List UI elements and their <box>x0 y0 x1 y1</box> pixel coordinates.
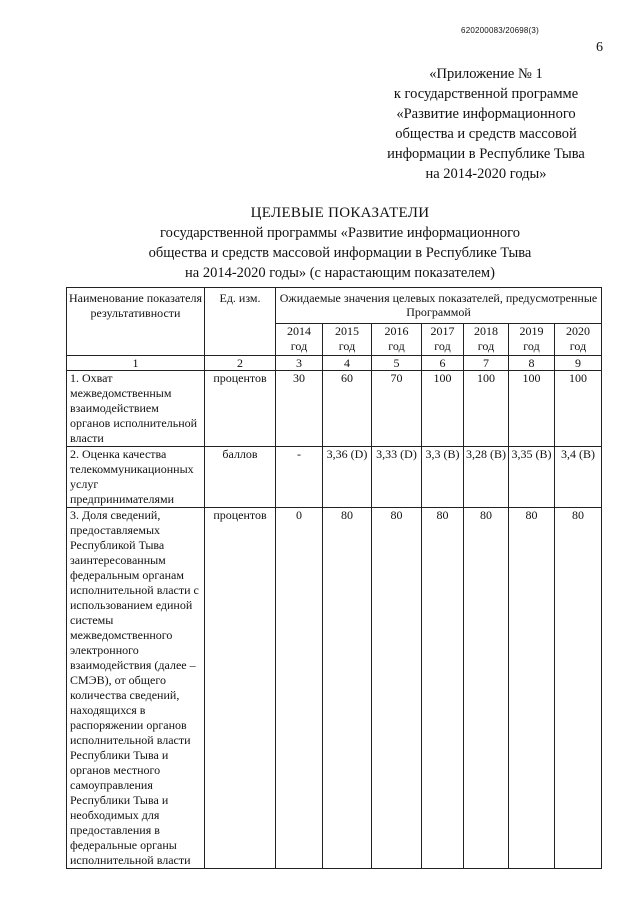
page-number: 6 <box>596 40 603 55</box>
indicator-value: 80 <box>509 508 555 869</box>
appendix-line: к государственной программе <box>393 86 579 102</box>
column-number-row <box>67 356 602 371</box>
header-year-2018: 2018 год <box>464 324 509 356</box>
table-row <box>67 447 602 508</box>
header-year-2014: 2014 год <box>276 324 323 356</box>
appendix-line: «Развитие информационного <box>396 106 576 122</box>
column-number: 1 <box>67 356 205 371</box>
indicator-value: 80 <box>464 508 509 869</box>
indicator-value: 80 <box>422 508 464 869</box>
indicator-unit: процентов <box>205 371 276 447</box>
indicator-value: 3,3 (B) <box>422 447 464 508</box>
appendix-line: «Приложение № 1 <box>429 66 543 82</box>
indicator-value: 70 <box>372 371 422 447</box>
appendix-block <box>360 64 612 184</box>
header-expected-values: Ожидаемые значения целевых показателей, предусмотренные Программой <box>276 288 602 324</box>
indicator-value: - <box>276 447 323 508</box>
column-number: 6 <box>422 356 464 371</box>
indicator-name: 1. Охват межведомственным взаимодействием органов исполнительной власти <box>67 371 205 447</box>
header-indicator-name: Наименование показателя результативности <box>67 288 205 356</box>
document-code: 620200083/20698(3) <box>461 26 539 35</box>
indicator-value: 80 <box>323 508 372 869</box>
indicator-unit: баллов <box>205 447 276 508</box>
column-number: 2 <box>205 356 276 371</box>
table-row <box>67 371 602 447</box>
targets-table <box>66 287 602 869</box>
column-number: 9 <box>555 356 602 371</box>
column-number: 8 <box>509 356 555 371</box>
indicator-value: 80 <box>555 508 602 869</box>
appendix-line: информации в Республике Тыва <box>387 146 585 162</box>
header-unit: Ед. изм. <box>205 288 276 356</box>
indicator-name: 2. Оценка качества телекоммуникационных услуг предпринимателями <box>67 447 205 508</box>
indicator-value: 100 <box>422 371 464 447</box>
indicator-value: 80 <box>372 508 422 869</box>
indicator-name: 3. Доля сведений, предоставляемых Республикой Тыва заинтересованным федеральным органам исполнительной власти с использованием единой системы межведомственного электронного взаимодействия (далее – СМЭВ), от общего количества сведений, находящихся в распоряжении органов исполнительной власти Республики Тыва и органов местного самоуправления Республики Тыва и необходимых для предоставления в федеральные органы исполнительной власти <box>67 508 205 869</box>
header-year-2016: 2016 год <box>372 324 422 356</box>
subtitle-line: государственной программы «Развитие информационного <box>160 225 520 241</box>
indicator-value: 3,28 (B) <box>464 447 509 508</box>
column-number: 5 <box>372 356 422 371</box>
indicator-value: 3,33 (D) <box>372 447 422 508</box>
indicator-value: 3,36 (D) <box>323 447 372 508</box>
subtitle-line: на 2014-2020 годы» (с нарастающим показателем) <box>185 265 495 281</box>
column-number: 4 <box>323 356 372 371</box>
header-year-2017: 2017 год <box>422 324 464 356</box>
indicator-value: 100 <box>555 371 602 447</box>
indicator-value: 3,4 (B) <box>555 447 602 508</box>
appendix-line: на 2014-2020 годы» <box>425 166 547 182</box>
header-year-2015: 2015 год <box>323 324 372 356</box>
indicator-value: 30 <box>276 371 323 447</box>
indicator-value: 0 <box>276 508 323 869</box>
indicator-value: 100 <box>509 371 555 447</box>
indicator-unit: процентов <box>205 508 276 869</box>
column-number: 3 <box>276 356 323 371</box>
indicator-value: 3,35 (B) <box>509 447 555 508</box>
header-year-2020: 2020 год <box>555 324 602 356</box>
indicator-value: 60 <box>323 371 372 447</box>
document-title: ЦЕЛЕВЫЕ ПОКАЗАТЕЛИ <box>250 205 430 221</box>
subtitle-line: общества и средств массовой информации в Республике Тыва <box>148 245 532 261</box>
title-block <box>80 203 600 283</box>
header-year-2019: 2019 год <box>509 324 555 356</box>
indicator-value: 100 <box>464 371 509 447</box>
table-row <box>67 508 602 869</box>
column-number: 7 <box>464 356 509 371</box>
appendix-line: общества и средств массовой <box>395 126 577 142</box>
